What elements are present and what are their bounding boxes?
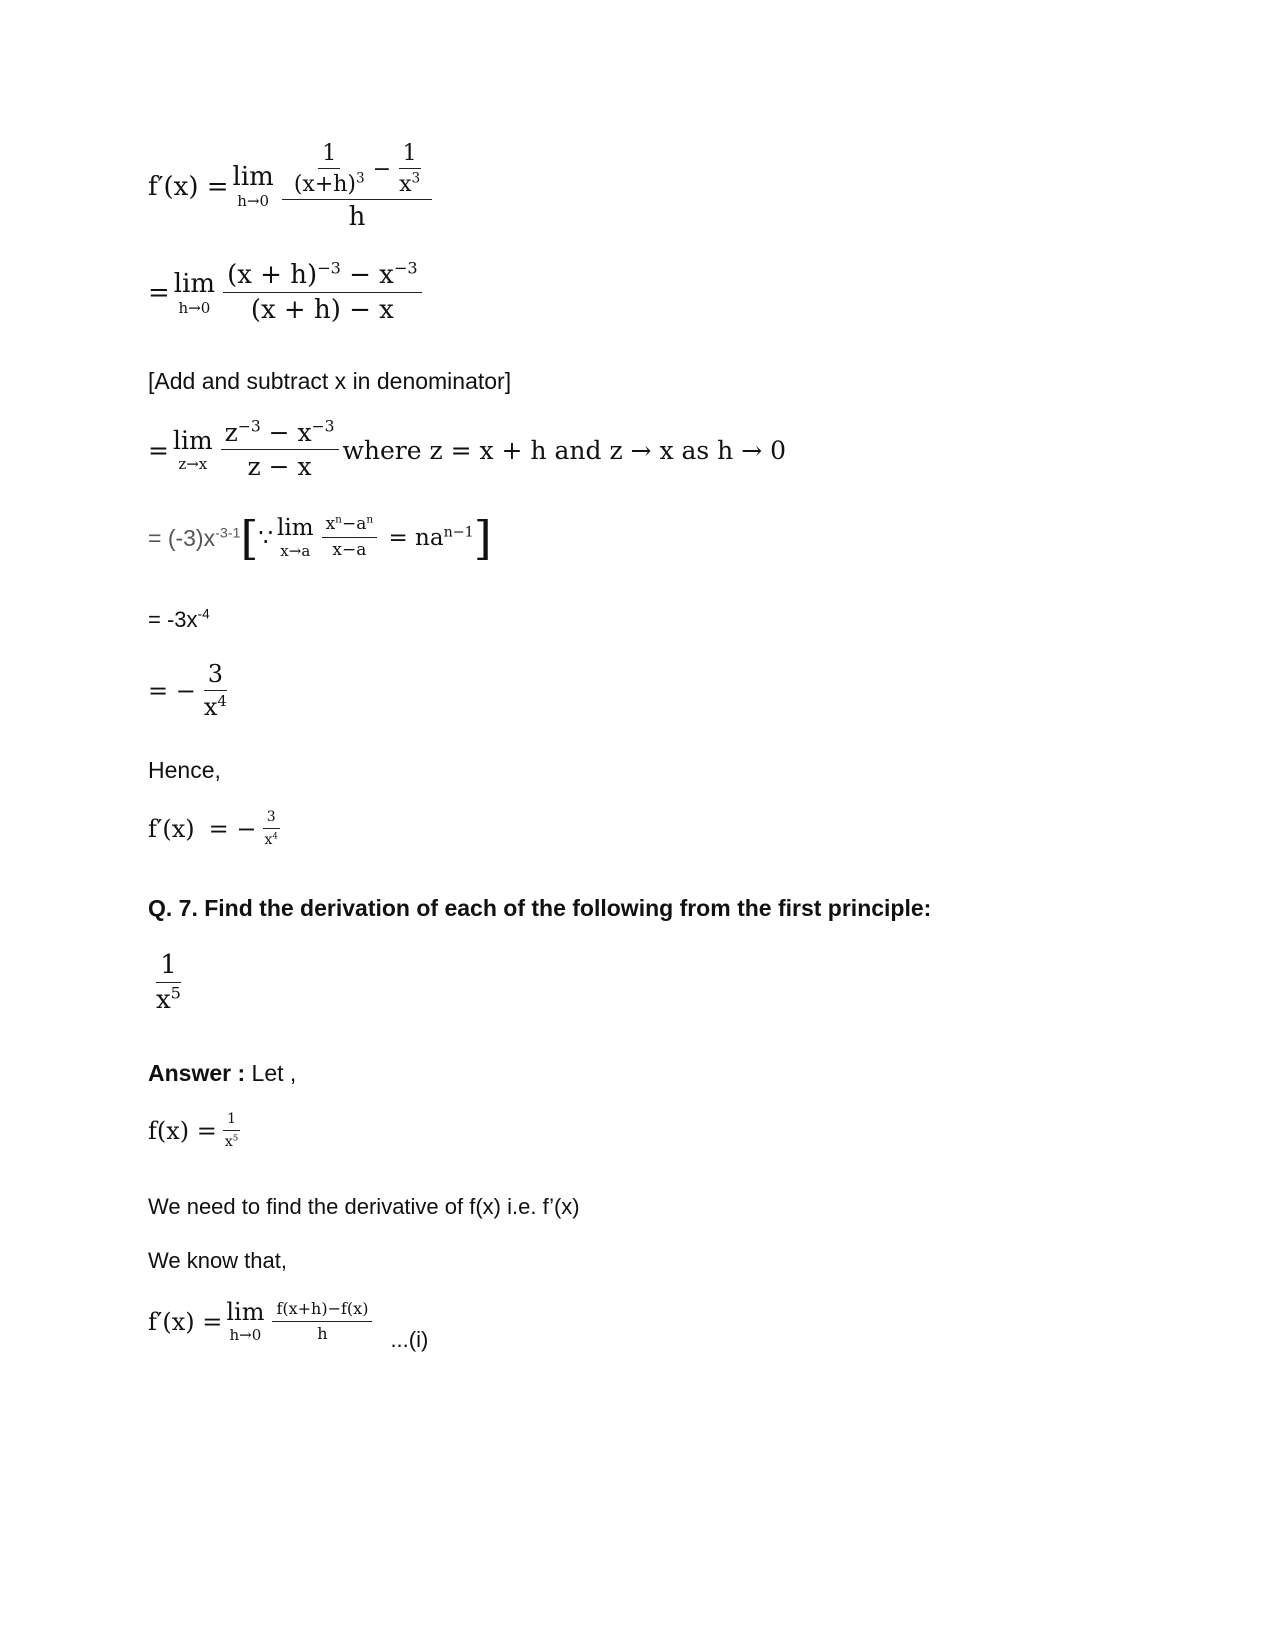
hence-text: Hence,: [148, 757, 221, 783]
note-add-subtract: [Add and subtract x in denominator]: [148, 368, 512, 394]
equation-2: = lim h→0 $\frac{(x + h)^{-3} - x^{-3}}{(x + h) - x}$: [148, 262, 426, 325]
question-expression: [148, 952, 189, 1015]
eq2-limit: lim h→0: [173, 268, 216, 317]
equation-7: f′(x) = − $\frac{3}{x^4}$: [148, 810, 286, 847]
eq3-fraction: $\frac{z^{-3} - x^{-3}}{z - x}$: [221, 420, 339, 481]
equation-6: = − $\frac{3}{x^4}$: [148, 662, 235, 720]
eq1-main-fraction: $\frac{1}{(x+h)^3}$ − $\frac{1}{x^3}$ h: [282, 142, 432, 231]
equation-4: = $(-3)x^{-3-1}$ [ ∵ lim x→a $\frac{x^n-a^n}{x-a}$ = $na^{n-1}$ ]: [148, 511, 492, 565]
eq4-limit: lim x→a: [277, 515, 314, 560]
eq3-limit: lim z→x: [172, 426, 213, 474]
equation-1: [148, 142, 436, 231]
eq6-fraction: $\frac{3}{x^4}$: [203, 660, 227, 722]
eq7-fraction: $\frac{3}{x^4}$: [264, 809, 278, 848]
equation-3: = lim z→x $\frac{z^{-3} - x^{-3}}{z - x}$ where z = x + h and z → x as h → 0: [148, 417, 787, 482]
need-text: We need to find the derivative of f(x) i.e. f’(x): [148, 1194, 580, 1219]
eq2-fraction: $\frac{(x + h)^{-3} - x^{-3}}{(x + h) - x}$: [223, 262, 422, 325]
q-fraction: $\frac{1}{x^5}$: [156, 950, 181, 1016]
equation-5: = $-3x^{-4}$: [148, 606, 210, 632]
eq9-limit: lim h→0: [226, 1298, 265, 1344]
eq4-fraction: $\frac{x^n-a^n}{x-a}$: [322, 516, 378, 560]
equation-8: f(x) = $\frac{1}{x^5}$: [148, 1112, 246, 1149]
eq8-fraction: $\frac{1}{x^5}$: [224, 1111, 239, 1150]
answer-line: Answer : Let ,: [148, 1060, 297, 1086]
eq9-tag: ...(i): [390, 1326, 429, 1352]
eq1-frac-a: $\frac{1}{(x+h)^3}$: [293, 141, 365, 198]
eq1-frac-b: $\frac{1}{x^3}$: [399, 141, 421, 198]
equation-9: f′(x) = lim h→0 $\frac{f(x+h)-f(x)}{h}$ ...(i): [148, 1298, 429, 1352]
answer-label: Answer :: [148, 1060, 246, 1086]
eq9-fraction: $\frac{f(x+h)-f(x)}{h}$: [272, 1301, 372, 1343]
question-7: Q. 7. Find the derivation of each of the following from the first principle:: [148, 895, 932, 921]
eq3-condition: where z = x + h and z → x as h → 0: [342, 435, 787, 465]
eq1-limit: lim h→0: [232, 162, 274, 211]
eq1-lhs: f′(x) =: [148, 171, 229, 202]
know-text: We know that,: [148, 1248, 287, 1273]
